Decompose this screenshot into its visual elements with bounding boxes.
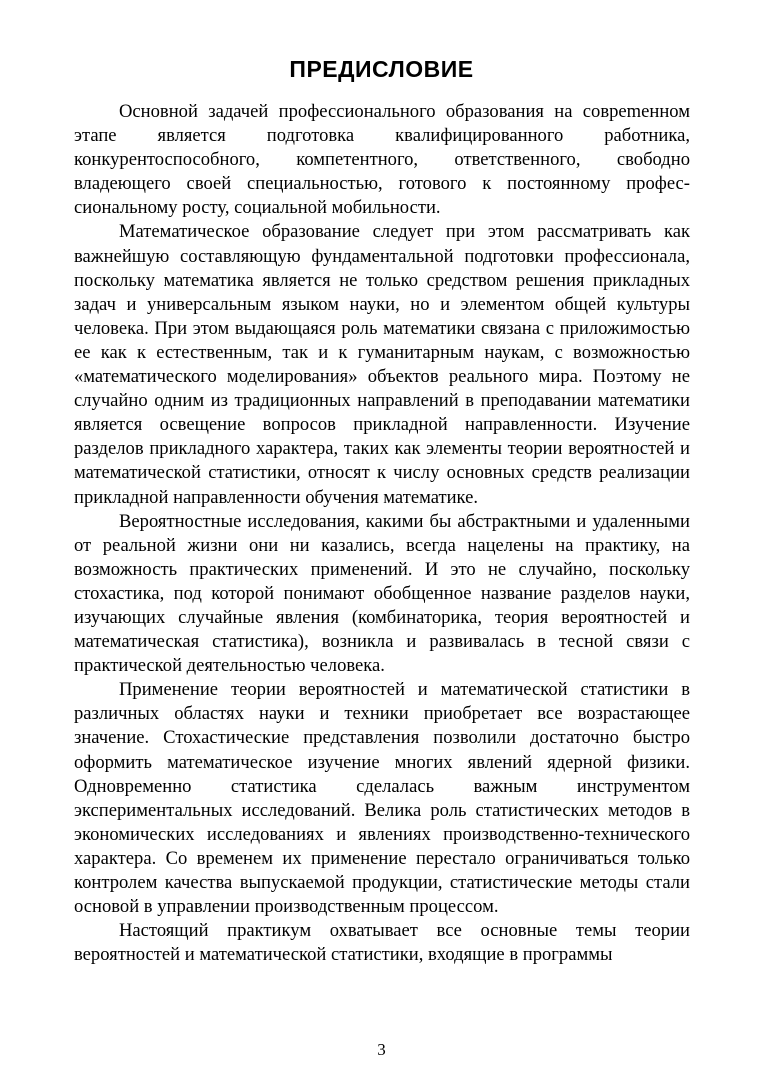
page-number: 3	[377, 1040, 386, 1059]
preface-body	[74, 100, 690, 967]
paragraph-5: Настоящий практикум охватывает все основные темы теории вероятностей и математической статистики, входящие в программы	[74, 920, 690, 966]
paragraph-4: Применение теории вероятностей и математической статистики в различных областях науки и техники приобретает все возрастающее значение. Стохастические представления позволили достаточно быстро оформить математическое изучение многих явлений ядерной физики. Одновременно статистика сделалась важным инструментом экспериментальных исследований. Велика роль статистических методов в экономических исследованиях и явлениях производственно-технического характера. Со временем их применение перестало ограничиваться только контролем качества выпускаемой продукции, статистические методы стали основой в управлении производственным процессом.	[74, 679, 690, 918]
page-title: ПРЕДИСЛОВИЕ	[289, 56, 474, 82]
paragraph-1: Основной задачей профессионального образования на совреmенном этапе является подготовка квалифицированного работника, конкурентоспособного, компетентного, ответственного, свободно владеющего своей специальностью, готового к постоянному профессиональному росту, социальной мобильности.	[74, 101, 690, 219]
paragraph-2: Математическое образование следует при этом рассматривать как важнейшую составляющую фундаментальной подготовки профессионала, поскольку математика является не только средством решения прикладных задач и универсальным языком науки, но и элементом общей культуры человека. При этом выдающаяся роль математики связана с приложимостью ее как к естественным, так и к гуманитарным наукам, с возможностью «математического моделирования» объектов реального мира. Поэтому не случайно одним из традиционных направлений в преподавании математики является освещение вопросов прикладной направленности. Изучение разделов прикладного характера, таких как элементы теории вероятностей и математической статистики, относят к числу основных средств реализации прикладной направленности обучения математике.	[74, 221, 690, 508]
paragraph-3: Вероятностные исследования, какими бы абстрактными и удаленными от реальной жизни они ни казались, всегда нацелены на практику, на возможность практических применений. И это не случайно, поскольку стохастика, под которой понимают обобщенное название разделов науки, изучающих случайные явления (комбинаторика, теория вероятностей и математическая статистика), возникла и развивалась в тесной связи с практической деятельностью человека.	[74, 510, 690, 677]
